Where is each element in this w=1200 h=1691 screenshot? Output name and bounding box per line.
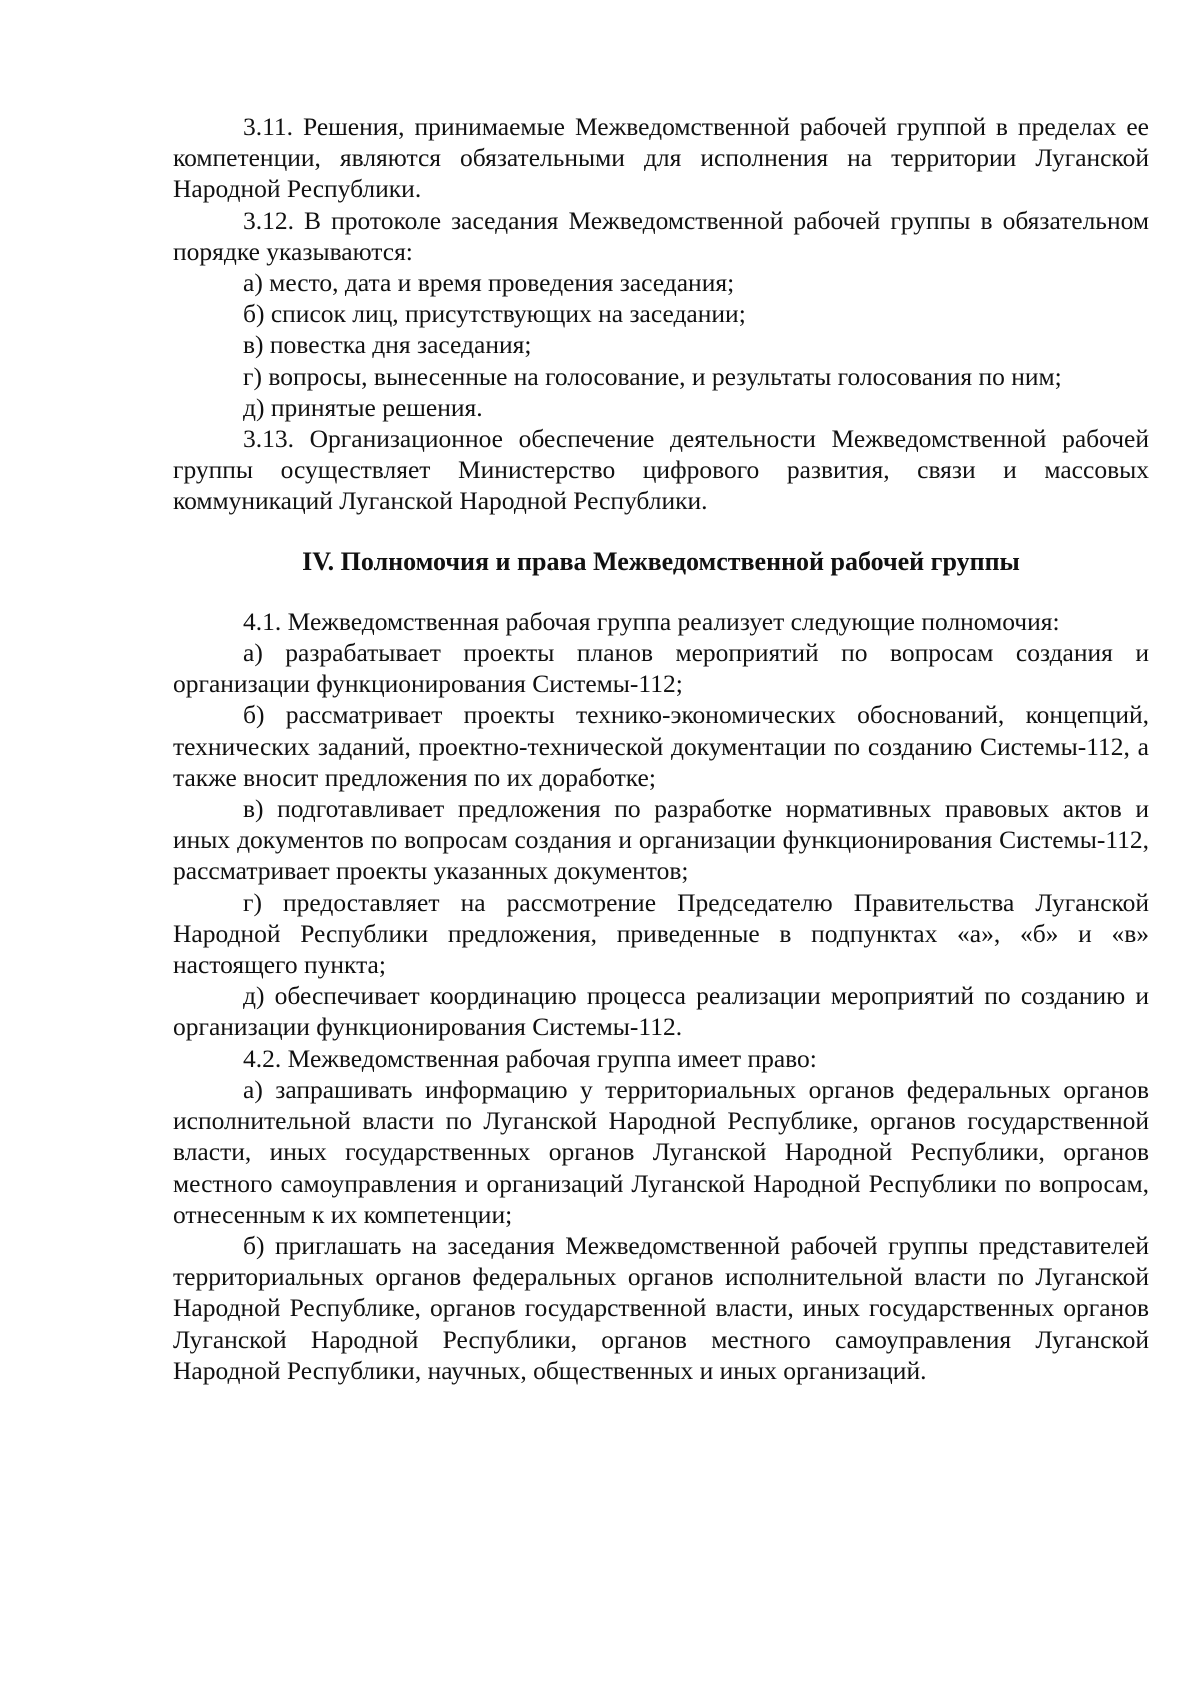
document-body — [173, 111, 1149, 1386]
list-item-3-12-a: а) место, дата и время проведения заседания; — [243, 268, 735, 298]
paragraph-3-11: 3.11. Решения, принимаемые Межведомственной рабочей группой в пределах ее компетенции, являются обязательными для исполнения на территории Луганской Народной Республики. — [173, 112, 1149, 204]
list-item-4-1-g: г) предоставляет на рассмотрение Председателю Правительства Луганской Народной Республики предложения, приведенные в подпунктах «а», «б» и «в» настоящего пункта; — [173, 887, 1149, 980]
paragraph-4-2: 4.2. Межведомственная рабочая группа имеет право: — [243, 1043, 817, 1073]
list-item-4-1-v: в) подготавливает предложения по разработке нормативных правовых актов и иных документов по вопросам создания и организации функционирования Системы-112, рассматривает проекты указанных документов; — [173, 794, 1149, 886]
list-item-4-2-b: б) приглашать на заседания Межведомственной рабочей группы представителей территориальных органов федеральных органов исполнительной власти по Луганской Народной Республике, органов государственной власти, иных государственных органов Луганской Народной Республики, органов местного самоуправления Луганской Народной Республики, научных, общественных и иных организаций. — [173, 1230, 1149, 1385]
list-item-3-12-v: в) повестка дня заседания; — [243, 330, 532, 360]
list-item-4-1-a: а) разрабатывает проекты планов мероприятий по вопросам создания и организации функционирования Системы-112; — [173, 638, 1149, 699]
list-item-3-12-d: д) принятые решения. — [243, 392, 483, 422]
section-heading-iv: IV. Полномочия и права Межведомственной рабочей группы — [302, 546, 1020, 576]
list-item-3-12-b: б) список лиц, присутствующих на заседании; — [243, 299, 746, 329]
paragraph-4-1: 4.1. Межведомственная рабочая группа реализует следующие полномочия: — [243, 606, 1060, 636]
list-item-3-12-g: г) вопросы, вынесенные на голосование, и результаты голосования по ним; — [243, 361, 1062, 391]
list-item-4-1-b: б) рассматривает проекты технико-экономических обоснований, концепций, технических заданий, проектно-технической документации по созданию Системы-112, а также вносит предложения по их доработке; — [173, 700, 1149, 792]
list-item-4-1-d: д) обеспечивает координацию процесса реализации мероприятий по созданию и организации функционирования Системы-112. — [173, 981, 1149, 1042]
list-item-4-2-a: а) запрашивать информацию у территориальных органов федеральных органов исполнительной власти по Луганской Народной Республике, органов государственной власти, иных государственных органов Луганской Народной Республики, органов местного самоуправления и организаций Луганской Народной Республики по вопросам, отнесенным к их компетенции; — [173, 1074, 1149, 1229]
paragraph-3-12: 3.12. В протоколе заседания Межведомственной рабочей группы в обязательном порядке указываются: — [173, 205, 1149, 266]
paragraph-3-13: 3.13. Организационное обеспечение деятельности Межведомственной рабочей группы осуществляет Министерство цифрового развития, связи и массовых коммуникаций Луганской Народной Республики. — [173, 424, 1149, 516]
